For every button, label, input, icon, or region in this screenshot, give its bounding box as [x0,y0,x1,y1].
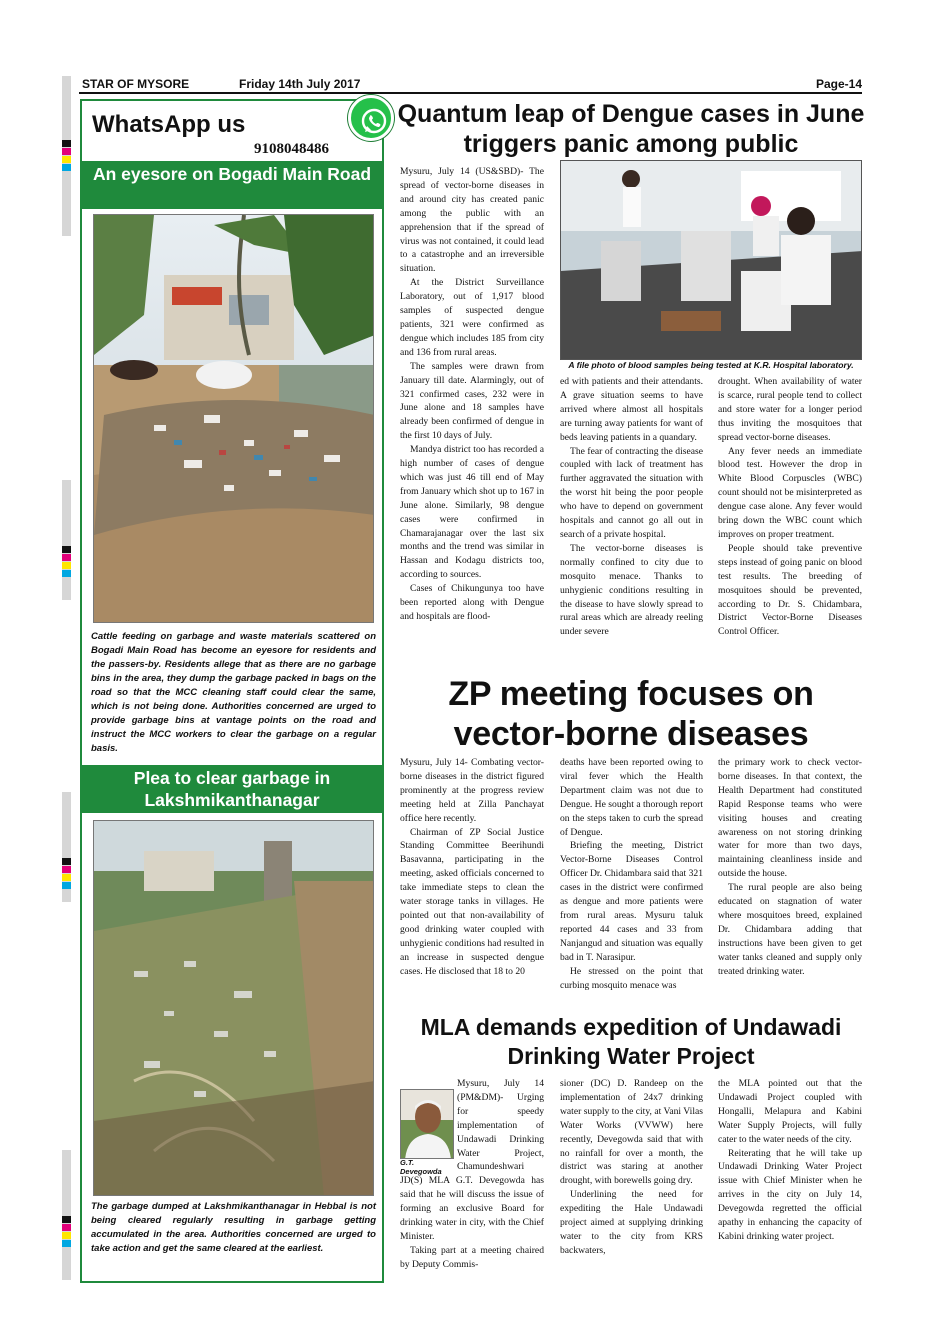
paragraph: The fear of contracting the disease coupled with lack of treatment has further aggravated the situation with the worst hit being the poor people who have to depend on government hospitals and cannot go all out in search of a private hospital. [560,445,703,540]
article1-col1 [400,165,544,624]
masthead [79,76,862,92]
paragraph: The vector-borne diseases is normally confined to city due to mosquito menace. Thanks to unhygienic conditions resulting in the disease to have slowly spread to rural areas which are already reeling under severe [560,542,703,638]
whatsapp-title: WhatsApp us [92,111,246,138]
paragraph: At the District Surveillance Laboratory, out of 1,917 blood samples of suspected dengue patients, 321 were confirmed as dengue which includes 185 from city and 136 from rural areas. [400,277,544,358]
article2-headline: ZP meeting focuses on vector-borne diseases [448,675,814,753]
paragraph: Mandya district too has recorded a high number of cases of dengue which was just 46 till end of May from January which shot up to 167 in June alone. Similarly, 98 dengue cases were confirmed in Chamarajanagar over the last six months and the trend was similar in Hassan and Kodagu districts too, according to sources. [400,444,544,581]
paragraph-text: Mysuru, July 14 (PM&DM)- Urging for speedy implementation of Undawadi Drinking Water Project, Chamundeshwari JD(S) MLA G.T. Devegowda has said that he will discuss the issue of forming an exclusive Board for drinking water in city, with the Chief Minister. [400,1078,544,1242]
story2-headline [82,765,382,813]
lakshmikanthanagar-photo [93,820,374,1196]
registration-mark [62,1216,71,1223]
registration-mark [62,1240,71,1247]
article3-col3 [718,1077,862,1244]
registration-mark [62,882,71,889]
masthead-rule [79,92,862,94]
registration-mark [62,1224,71,1231]
article3-col2 [560,1077,703,1258]
registration-mark [62,570,71,577]
registration-mark [62,874,71,881]
article1-col2 [560,375,703,639]
paragraph: the primary work to check vector-borne diseases. In that context, the Health Department had constituted Rapid Response teams who were visiting houses and creating awareness on not storing drinking water for more than two days, maintaining cleanliness inside and outside the house. [718,757,862,880]
portrait-caption: G.T. Devegowda [400,1158,442,1176]
bogadi-road-photo [93,214,374,623]
paragraph: Mysuru, July 14- Combating vector-borne diseases in the district figured prominently at the progress review meeting held at Zilla Panchayat office here recently. [400,757,544,824]
article1-col3 [718,375,862,639]
whatsapp-number: 9108048486 [254,141,329,157]
paragraph: Underlining the need for expediting the Hale Undawadi project aimed at supplying drinking water to the city from KRS backwaters, [560,1189,703,1256]
article1-headline: Quantum leap of Dengue cases in June triggers panic among public [397,100,865,158]
registration-mark [62,554,71,561]
whatsapp-sidebar [80,99,384,1283]
article3-col1-top [400,1077,544,1272]
registration-mark [62,866,71,873]
paragraph: the MLA pointed out that the Undawadi Project coupled with Hongalli, Melapura and Kabini Water Supply Projects, will fully cater to the water needs of the city. [718,1078,862,1145]
paragraph: deaths have been reported owing to viral fever which the Health Department claim was not due to Dengue. He sought a thorough report on the steps taken to curb the spread of Dengue. [560,757,703,838]
publication-name: STAR OF MYSORE [82,77,190,91]
page-number: Page-14 [815,77,862,91]
registration-strip [62,1150,71,1280]
paragraph: He stressed on the point that curbing mosquito menace was [560,965,703,991]
registration-mark [62,164,71,171]
registration-mark [62,140,71,147]
registration-strip [62,480,71,600]
laboratory-photo [560,160,862,360]
registration-mark [62,156,71,163]
paragraph: Chairman of ZP Social Justice Standing Committee Beerihundi Basavanna, participating in the meeting, asked officials concerned to take immediate steps to clean the water storage tanks in villages. He pointed out that non-availability of good drinking water coupled with unhygienic conditions had resulted in an increase in suspected dengue cases. He disclosed that 18 to 20 [400,826,544,977]
paragraph: Mysuru, July 14 (US&SBD)- The spread of vector-borne diseases in and around city has created panic among the public with an apprehension that if the spread of virus was not contained, it could lead to a catastrophe and an irreversible situation. [400,166,544,275]
article2-col1 [400,756,544,979]
story1-headline [82,161,382,209]
registration-mark [62,148,71,155]
issue-date: Friday 14th July 2017 [239,77,361,91]
paragraph: sioner (DC) D. Randeep on the implementation of 24x7 drinking water supply to the city, at Vani Vilas Water Works (VVWW) here recently, Devegowda said that with no rainfall for over a month, the district was staring at another drought, with borewells going dry. [560,1078,703,1187]
paragraph: The samples were drawn from January till date. Alarmingly, out of 321 confirmed cases, 232 were in June alone and 18 samples have already been confirmed of dengue in the first 10 days of July. [400,360,544,442]
paragraph: Any fever needs an immediate blood test. However the drop in White Blood Corpuscles (WBC) count should not be misinterpreted as dengue case alone. Any fever would bring down the WBC count which improves on proper treatment. [718,445,862,540]
paragraph: Reiterating that he will take up Undawadi Drinking Water Project issue with Chief Minister when he arrives in the city on July 14, Devegowda regretted the official apathy in enhancing the capacity of Kabini drinking water project. [718,1147,862,1242]
laboratory-photo-caption: A file photo of blood samples being tested at K.R. Hospital laboratory. [568,360,854,370]
whatsapp-icon [348,95,394,141]
paragraph: The rural people are also being educated on stagnation of water where mosquitoes breed, explained Dr. Chidambara adding that instructions have been given to get water tanks cleaned and supply only treated drinking water. [718,882,862,977]
story2-caption: The garbage dumped at Lakshmikanthanagar in Hebbal is not being cleared regularly resulting in garbage getting accumulated in the area. Authorities concerned are urged to take action and get the same cleared at the earliest. [91,1201,376,1254]
paragraph: People should take preventive steps instead of going panic on blood test results. The breeding of mosquitoes should be prevented, according to Dr. S. Chidambara, District Vector-Borne Diseases Control Officer. [718,542,862,638]
paragraph: Briefing the meeting, District Vector-Borne Diseases Control Officer Dr. Chidambara said that 321 cases in the district were confirmed as dengue and more patients were from rural areas. Mysuru taluk reported 44 cases and 33 from Nanjangud and situation was equally bad in T. Narasipur. [560,840,703,963]
article2-col2 [560,756,703,992]
registration-mark [62,562,71,569]
paragraph [400,1077,544,1244]
registration-mark [62,858,71,865]
paragraph: drought. When availability of water is scarce, rural people tend to collect and store water for a longer period thus inviting the mosquitoes that spread vector-borne diseases. [718,376,862,443]
story1-headline-text: An eyesore on Bogadi Main Road [92,164,372,184]
article2-col3 [718,756,862,979]
story2-headline-text: Plea to clear garbage in Lakshmikanthanagar [133,768,331,810]
registration-mark [62,546,71,553]
story1-caption: Cattle feeding on garbage and waste materials scattered on Bogadi Main Road has become an eyesore for residents and the passers-by. Residents allege that as there are no garbage bins in the area, they dump the garbage packed in bags on the road so that the MCC cleaning staff could clear the same, which is not being done. Authorities concerned are urged to provide garbage bins at vantage points on the road and instruct the MCC workers to clear the garbage on a regular basis. [91,631,376,754]
article3-headline: MLA demands expedition of Undawadi Drinking Water Project [420,1014,842,1069]
paragraph: Taking part at a meeting chaired by Deputy Commis- [400,1244,544,1270]
float-spacer [400,1077,457,1174]
paragraph: Cases of Chikungunya too have been reported along with Dengue and hospitals are flood- [400,583,544,622]
paragraph: ed with patients and their attendants. A grave situation seems to have arrived where almost all hospitals are turning away patients for want of beds leaving patients in a quandary. [560,376,703,443]
registration-mark [62,1232,71,1239]
